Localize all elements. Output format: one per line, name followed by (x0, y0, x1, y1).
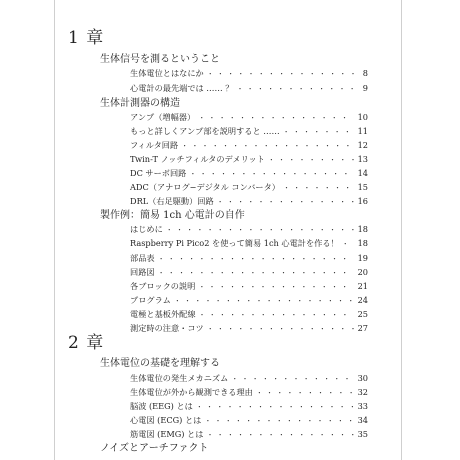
toc-entry-page: 14 (357, 168, 368, 178)
toc-entry[interactable] (130, 414, 368, 427)
toc-entry-page: 16 (357, 196, 368, 206)
toc-entry-label: Raspberry Pi Pico2 を使って簡易 1ch 心電計を作る！ (130, 238, 339, 248)
toc-entry-label: Twin-T ノッチフィルタのデメリット (130, 154, 265, 164)
dot-leader (207, 323, 354, 336)
toc-entry-page: 15 (357, 182, 368, 192)
toc-entry-page: 25 (357, 309, 368, 319)
toc-entry[interactable] (130, 294, 368, 307)
toc-entry-label: DC サーボ回路 (130, 168, 187, 178)
dot-leader (158, 253, 354, 266)
toc-entry-page: 10 (357, 112, 368, 122)
toc-entry[interactable] (130, 428, 368, 441)
toc-entry-label: 電極と基板外配線 (130, 309, 196, 319)
toc-entry-label: フィルタ回路 (130, 140, 179, 150)
toc-entry[interactable] (130, 153, 368, 166)
dot-leader (158, 267, 354, 280)
toc-entry[interactable] (130, 372, 368, 385)
toc-entry[interactable] (130, 139, 368, 152)
toc-entry[interactable] (130, 67, 368, 80)
toc-entry[interactable] (130, 237, 368, 250)
toc-entry-page: 27 (357, 323, 368, 333)
toc-entry-label: 各ブロックの説明 (130, 281, 196, 291)
toc-entry-label: 筋電図 (EMG) とは (130, 429, 204, 439)
toc-entry[interactable] (130, 266, 368, 279)
toc-entry-page: 30 (357, 373, 368, 383)
toc-entry-label: もっと詳しくアンプ部を説明すると …… (130, 126, 280, 136)
dot-leader (199, 309, 354, 322)
toc-entry-page: 13 (357, 154, 368, 164)
toc-entry-page: 21 (357, 281, 368, 291)
toc-entry-page: 12 (357, 140, 368, 150)
toc-entry-page: 20 (357, 267, 368, 277)
toc-entry-page: 34 (357, 415, 368, 425)
toc-entry[interactable] (130, 82, 368, 95)
toc-entry[interactable] (130, 125, 368, 138)
toc-entry[interactable] (130, 308, 368, 321)
dot-leader (268, 154, 354, 167)
toc-entry-page: 8 (362, 68, 368, 78)
toc-entry-label: 脳波 (EEG) とは (130, 401, 193, 411)
toc-entry-label: 生体電位とはなにか (130, 68, 204, 78)
toc-entry-label: DRL（右足駆動）回路 (130, 196, 214, 206)
toc-entry-label: ADC（アナログ−デジタル コンバータ） (130, 182, 280, 192)
dot-leader (342, 238, 354, 251)
dot-leader (181, 140, 354, 153)
toc-entry-label: 部品表 (130, 253, 155, 263)
toc-entry-page: 33 (357, 401, 368, 411)
dot-leader (166, 224, 354, 237)
dot-leader (204, 415, 354, 428)
toc-entry-label: 生体電位の発生メカニズム (130, 373, 229, 383)
toc-entry[interactable] (130, 111, 368, 124)
dot-leader (207, 68, 354, 81)
dot-leader (196, 401, 354, 414)
toc-entry-page: 18 (357, 224, 368, 234)
toc-entry[interactable] (130, 223, 368, 236)
dot-leader (189, 168, 354, 181)
dot-leader (198, 112, 354, 125)
section-title: 生体信号を測るということ (100, 54, 220, 65)
dot-leader (283, 126, 354, 139)
toc-entry[interactable] (130, 181, 368, 194)
toc-entry[interactable] (130, 252, 368, 265)
section-title: 製作例：簡易 1ch 心電計の自作 (100, 210, 245, 221)
toc-entry-page: 35 (357, 429, 368, 439)
toc-entry[interactable] (130, 400, 368, 413)
dot-leader (256, 387, 354, 400)
toc-entry-page: 9 (362, 83, 368, 93)
toc-entry-page: 18 (357, 238, 368, 248)
toc-entry[interactable] (130, 386, 368, 399)
toc-entry[interactable] (130, 280, 368, 293)
toc-entry-label: 心電計の最先端では …… ？ (130, 83, 234, 93)
dot-leader (236, 83, 354, 96)
toc-entry-label: 測定時の注意・コツ (130, 323, 204, 333)
dot-leader (283, 182, 354, 195)
chapter-title: 1 章 (68, 28, 105, 48)
chapter-title: 2 章 (68, 333, 105, 353)
toc-entry-label: はじめに (130, 224, 163, 234)
section-title: ノイズとアーチファクト (100, 443, 209, 454)
toc-entry-label: アンプ（増幅器） (130, 112, 196, 122)
toc-entry-page: 11 (357, 126, 368, 136)
section-title: 生体電位の基礎を理解する (100, 358, 220, 369)
toc-entry-label: 生体電位が外から観測できる理由 (130, 387, 253, 397)
toc-entry-label: 心電図 (ECG) とは (130, 415, 202, 425)
dot-leader (174, 295, 354, 308)
dot-leader (231, 373, 354, 386)
dot-leader (198, 281, 354, 294)
dot-leader (206, 429, 354, 442)
dot-leader (217, 196, 354, 209)
toc-entry[interactable] (130, 195, 368, 208)
toc-entry[interactable] (130, 322, 368, 335)
section-title: 生体計測器の構造 (100, 98, 180, 109)
toc-entry-page: 19 (357, 253, 368, 263)
toc-entry-label: 回路図 (130, 267, 155, 277)
toc-entry-page: 32 (357, 387, 368, 397)
toc-entry-page: 24 (357, 295, 368, 305)
toc-entry[interactable] (130, 167, 368, 180)
toc-entry-label: プログラム (130, 295, 171, 305)
